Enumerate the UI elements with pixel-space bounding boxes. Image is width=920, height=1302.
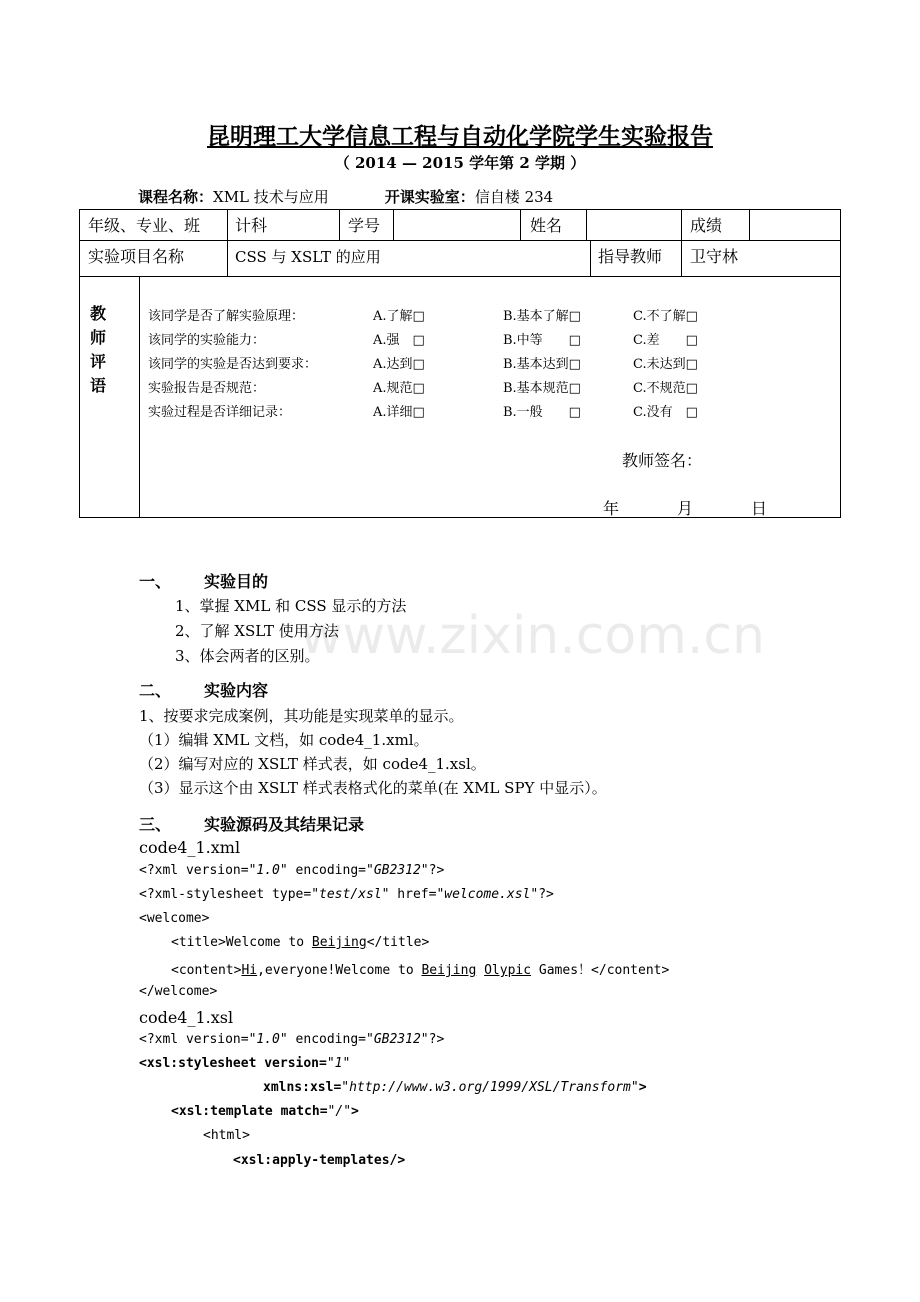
eval-option-b: B.中等 □ (503, 333, 581, 348)
code-line: <?xml-stylesheet type="test/xsl" href="welcome.xsl"?> (139, 887, 554, 902)
comment-label: 教 师 评 语 (89, 304, 106, 395)
date-year: 年 (603, 499, 620, 518)
list-item: （2）编写对应的 XSLT 样式表，如 code4_1.xsl。 (139, 755, 486, 773)
list-item: 1、按要求完成案例，其功能是实现菜单的显示。 (139, 707, 464, 725)
eval-option-c: C.不了解□ (633, 309, 698, 324)
advisor-label: 指导教师 (598, 247, 663, 266)
section-number: 三、 (139, 815, 172, 834)
code-line: <xsl:apply-templates/> (233, 1153, 406, 1168)
course-label: 课程名称： (138, 188, 214, 206)
student-id-label: 学号 (348, 216, 381, 235)
watermark: www.zixin.com.cn (300, 606, 765, 666)
course-value: XML 技术与应用 (213, 188, 329, 206)
eval-option-b: B.基本了解□ (503, 309, 581, 324)
eval-option-a: A.达到□ (373, 357, 425, 372)
project-value: CSS 与 XSLT 的应用 (235, 248, 381, 266)
code-line: <html> (203, 1128, 250, 1143)
code-file-name: code4_1.xml (139, 838, 241, 857)
list-item: （1）编辑 XML 文档，如 code4_1.xml。 (139, 731, 429, 749)
eval-question: 该同学的实验能力： (148, 333, 266, 348)
eval-question: 实验过程是否详细记录： (148, 405, 292, 420)
section-number: 一、 (139, 572, 172, 591)
eval-option-b: B.基本达到□ (503, 357, 581, 372)
score-label: 成绩 (690, 216, 723, 235)
list-item: 1、掌握 XML 和 CSS 显示的方法 (175, 597, 407, 615)
code-line: <title>Welcome to Beijing</title> (171, 935, 430, 950)
eval-option-a: A.了解□ (373, 309, 425, 324)
code-line: <xsl:stylesheet version="1" (139, 1056, 351, 1071)
eval-option-c: C.不规范□ (633, 381, 698, 396)
list-item: （3）显示这个由 XSLT 样式表格式化的菜单(在 XML SPY 中显示）。 (139, 779, 607, 797)
signature-label: 教师签名： (622, 451, 703, 470)
section-title: 实验内容 (204, 681, 269, 700)
eval-option-b: B.基本规范□ (503, 381, 581, 396)
section-title: 实验目的 (204, 572, 269, 591)
code-line: <welcome> (139, 911, 210, 926)
list-item: 2、了解 XSLT 使用方法 (175, 622, 339, 640)
code-line: <content>Hi,everyone!Welcome to Beijing Olypic Games！</content> (171, 963, 670, 978)
code-line: </welcome> (139, 984, 218, 999)
course-line (138, 186, 553, 207)
eval-option-c: C.未达到□ (633, 357, 698, 372)
code-line: <xsl:template match="/"> (171, 1104, 359, 1119)
lab-label: 开课实验室： (384, 188, 475, 206)
eval-option-c: C.差 □ (633, 333, 698, 348)
code-line: <?xml version="1.0" encoding="GB2312"?> (139, 863, 445, 878)
eval-option-a: A.强 □ (373, 333, 425, 348)
eval-option-c: C.没有 □ (633, 405, 698, 420)
section-title: 实验源码及其结果记录 (204, 815, 365, 834)
date-day: 日 (751, 499, 768, 518)
grade-label: 年级、专业、班 (88, 216, 201, 235)
eval-option-a: A.规范□ (373, 381, 425, 396)
date-month: 月 (677, 499, 694, 518)
advisor-value: 卫守林 (690, 247, 739, 266)
eval-option-a: A.详细□ (373, 405, 425, 420)
grade-value: 计科 (235, 216, 268, 235)
lab-value: 信自楼 234 (474, 188, 554, 206)
eval-question: 实验报告是否规范： (148, 381, 266, 396)
code-line: xmlns:xsl="http://www.w3.org/1999/XSL/Transform"> (263, 1080, 647, 1095)
report-title: 昆明理工大学信息工程与自动化学院学生实验报告 (207, 124, 713, 150)
list-item: 3、体会两者的区别。 (175, 647, 320, 665)
name-label: 姓名 (530, 216, 563, 235)
eval-option-b: B.一般 □ (503, 405, 581, 420)
code-file-name: code4_1.xsl (139, 1008, 234, 1027)
project-label: 实验项目名称 (88, 247, 185, 266)
eval-question: 该同学是否了解实验原理： (148, 309, 305, 324)
section-number: 二、 (139, 681, 172, 700)
eval-question: 该同学的实验是否达到要求： (148, 357, 318, 372)
code-line: <?xml version="1.0" encoding="GB2312"?> (139, 1032, 445, 1047)
semester-subtitle: （ 2014 — 2015 学年第 2 学期 ） (334, 154, 586, 172)
